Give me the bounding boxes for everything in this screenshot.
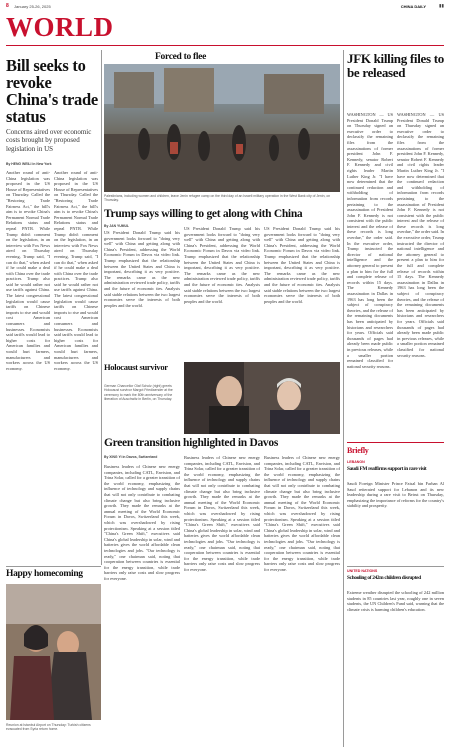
jfk-body-col1: WASHINGTON — US President Donald Trump on Thursday signed an executive order to declassify the remaining files from the assassinations of former president John F. Kennedy, senator Robert F. Kennedy and civil rights leader Martin Luther King Jr. "I have now determined that the continued redaction and withholding of information from records pertaining to the assassination of President John F. Kennedy is not consistent with the public interest and the release of these records is long overdue," the order said. In the executive order, Trump instructed the director of national intelligence and the attorney general to present a plan to him for the full and complete release of records within 15 days. The Kennedy assassination in Dallas in 1963 has long been the subject of conspiracy theories, and the release of the remaining documents has been anticipated by historians and researchers for years. Officials said thousands of pages had already been made public in previous releases, while a smaller portion remained classified for national security reasons. — [347, 112, 393, 369]
green-body-col2: Business leaders of Chinese new energy companies, including CATL, Envision, and Trina Solar, called for a greater transition of the world economy, emphasizing the influence of technology and supply chains that will not only contribute to combating climate change but also bring inclusive growth. They made the remarks at the annual meeting of the World Economic Forum in Davos, Switzerland this week, which was overshadowed by rising protectionism. Speaking at a session titled "China's Green Shift," executives said China's global leadership in solar, wind and batteries gives the world affordable clean technologies and jobs. "Our technology is ready," one chairman said, noting that cooperation between countries is essential for the energy transition, while trade barriers only raise costs and slow progress for everyone. — [184, 455, 260, 572]
homecoming-caption: Reunion at Istanbul Airport on Thursday: Turkish citizens evacuated from Syria return home. — [6, 723, 91, 732]
homecoming-photo — [6, 584, 101, 720]
homecoming-rule — [6, 566, 101, 567]
green-body-col3: Business leaders of Chinese new energy companies, including CATL, Envision, and Trina Solar, called for a greater transition of the world economy, emphasizing the influence of technology and supply chains that will not only contribute to combating climate change but also bring inclusive growth. They made the remarks at the annual meeting of the World Economic Forum in Davos, Switzerland this week, which was overshadowed by rising protectionism. Speaking at a session titled "China's Green Shift," executives said China's global leadership in solar, wind and batteries gives the world affordable clean technologies and jobs. "Our technology is ready," one chairman said, noting that cooperation between countries is essential for the energy transition, while trade barriers only raise costs and slow progress for everyone. — [264, 455, 340, 572]
green-body-col1: Business leaders of Chinese new energy companies, including CATL, Envision, and Trina Solar, called for a greater transition of the world economy, emphasizing the influence of technology and supply chains that will not only contribute to combating climate change but also bring inclusive growth. They made the remarks at the annual meeting of the World Economic Forum in Davos, Switzerland this week, which was overshadowed by rising protectionism. Speaking at a session titled "China's Green Shift," executives said China's global leadership in solar, wind and batteries gives the world affordable clean technologies and jobs. "Our technology is ready," one chairman said, noting that cooperation between countries is essential for the energy transition, while trade barriers only raise costs and slow progress for everyone. — [104, 464, 180, 581]
briefly-item-headline: Schooling of 242m children disrupted — [347, 575, 421, 581]
section-title: WORLD — [6, 12, 114, 42]
lead-byline: By HENG WEILI in New York — [6, 162, 52, 166]
section-rule — [6, 45, 444, 46]
briefly-title: Briefly — [347, 446, 369, 455]
page-header — [6, 3, 444, 11]
briefly-item-body: Extreme weather disrupted the schooling of 242 million students in 85 countries last year, roughly one in seven students, the UN Children's Fund said, warning that the climate crisis is harming children's education. — [347, 590, 444, 612]
homecoming-headline: Happy homecoming — [6, 569, 83, 579]
briefly-item-region: UNITED NATIONS — [347, 569, 378, 573]
jfk-body-col2: WASHINGTON — US President Donald Trump on Thursday signed an executive order to declassify the remaining files from the assassinations of former president John F. Kennedy, senator Robert F. Kennedy and civil rights leader Martin Luther King Jr. "I have now determined that the continued redaction and withholding of information from records pertaining to the assassination of President John F. Kennedy is not consistent with the public interest and the release of these records is long overdue," the order said. In the executive order, Trump instructed the director of national intelligence and the attorney general to present a plan to him for the full and complete release of records within 15 days. The Kennedy assassination in Dallas in 1963 has long been the subject of conspiracy theories, and the release of the remaining documents has been anticipated by historians and researchers for years. Officials said thousands of pages had already been made public in previous releases, while a smaller portion remained classified for national security reasons. — [397, 112, 444, 358]
holocaust-caption: German Chancellor Olaf Scholz (right) greets Holocaust survivor Margot Friedlaender at the ceremony to mark the 80th anniversary of the liberation of Auschwitz in Berlin, on Thursday. — [104, 384, 173, 401]
photo-headline: Forced to flee — [155, 52, 207, 62]
briefly-item-body: Saudi Foreign Minister Prince Faisal bin Farhan Al Saud reiterated support for Lebanon and its new leadership during a rare visit to Beirut on Thursday, emphasizing the importance of reforms for the country's stability and prosperity. — [347, 481, 444, 509]
column-rule-right — [343, 50, 344, 747]
page-number: 8 — [6, 3, 9, 9]
briefly-divider — [347, 566, 444, 567]
jfk-headline: JFK killing files to be released — [347, 51, 444, 80]
lead-subhead: Concerns aired over economic costs brought by proposed legislation in US — [6, 128, 92, 153]
holocaust-photo-art — [184, 362, 340, 434]
page-date: January 25-26, 2025 — [14, 3, 51, 9]
briefly-rule — [347, 442, 444, 443]
holocaust-photo — [184, 362, 340, 434]
trump-body-col3: US President Donald Trump said his government looks forward to "doing very well" with China and getting along with China's President, addressing the World Economic Forum in Davos via video link. Trump emphasized that the relationship between the United States and China is important, describing it as very positive. The remarks came as the new administration reviewed trade policy, tariffs and the future of economic ties. Analysts said stable relations between the two largest economies serve the interests of both peoples and the world. — [264, 226, 340, 304]
green-headline: Green transition highlighted in Davos — [104, 437, 278, 449]
header-icons: ▮▮ — [439, 3, 444, 8]
lead-body-col1: Another round of anti-China legislation was proposed in the US House of Representatives on Thursday. Called the "Restoring Trade Fairness Act," the bill's aim is to revoke China's Permanent Normal Trade Relations status and repeal PNTR. While Trump didn't comment on the legislation, in an interview with Fox News aired on Thursday evening, Trump said, "I can do that," when asked if he could make a deal with China over the trade practices. Trump also said he would rather not use tariffs against China. The latest congressional legislation would cause tariffs on Chinese imports to rise and would cost American consumers and businesses. Economists said tariffs would lead to higher costs for American families and would hurt farmers, manufacturers and workers across the US economy. — [6, 170, 50, 371]
trump-body-col2: US President Donald Trump said his government looks forward to "doing very well" with China and getting along with China's President, addressing the World Economic Forum in Davos via video link. Trump emphasized that the relationship between the United States and China is important, describing it as very positive. The remarks came as the new administration reviewed trade policy, tariffs and the future of economic ties. Analysts said stable relations between the two largest economies serve the interests of both peoples and the world. — [184, 226, 260, 304]
photo-caption: Palestinians, including women and children, leave Jenin refugee camp on the third day of an Israeli military operation in the West Bank city of Jenin, on Thursday. — [104, 194, 331, 203]
trump-byline: By JAN YUMUL — [104, 224, 129, 228]
briefly-item-headline: Saudi FM reaffirms support in rare visit — [347, 466, 427, 472]
holocaust-headline: Holocaust survivor — [104, 362, 168, 372]
lead-body-col2: Another round of anti-China legislation was proposed in the US House of Representatives on Thursday. Called the "Restoring Trade Fairness Act," the bill's aim is to revoke China's Permanent Normal Trade Relations status and repeal PNTR. While Trump didn't comment on the legislation, in an interview with Fox News aired on Thursday evening, Trump said, "I can do that," when asked if he could make a deal with China over the trade practices. Trump also said he would rather not use tariffs against China. The latest congressional legislation would cause tariffs on Chinese imports to rise and would cost American consumers and businesses. Economists said tariffs would lead to higher costs for American families and would hurt farmers, manufacturers and workers across the US economy. — [54, 170, 98, 371]
homecoming-photo-art — [6, 584, 101, 720]
paper-name: CHINA DAILY — [400, 3, 426, 9]
briefly-item-region: LEBANON — [347, 460, 365, 464]
trump-body-col1: US President Donald Trump said his government looks forward to "doing very well" with China and getting along with China's President, addressing the World Economic Forum in Davos via video link. Trump emphasized that the relationship between the United States and China is important, describing it as very positive. The remarks came as the new administration reviewed trade policy, tariffs and the future of economic ties. Analysts said stable relations between the two largest economies serve the interests of both peoples and the world. — [104, 230, 180, 308]
refugee-photo — [104, 64, 340, 192]
green-byline: By XING Yi in Davos, Switzerland — [104, 455, 158, 459]
refugee-photo-art — [104, 64, 340, 192]
column-rule-left — [101, 50, 102, 565]
trump-headline: Trump says willing to get along with China — [104, 208, 303, 220]
lead-headline: Bill seeks to revoke China's trade status — [6, 56, 98, 126]
